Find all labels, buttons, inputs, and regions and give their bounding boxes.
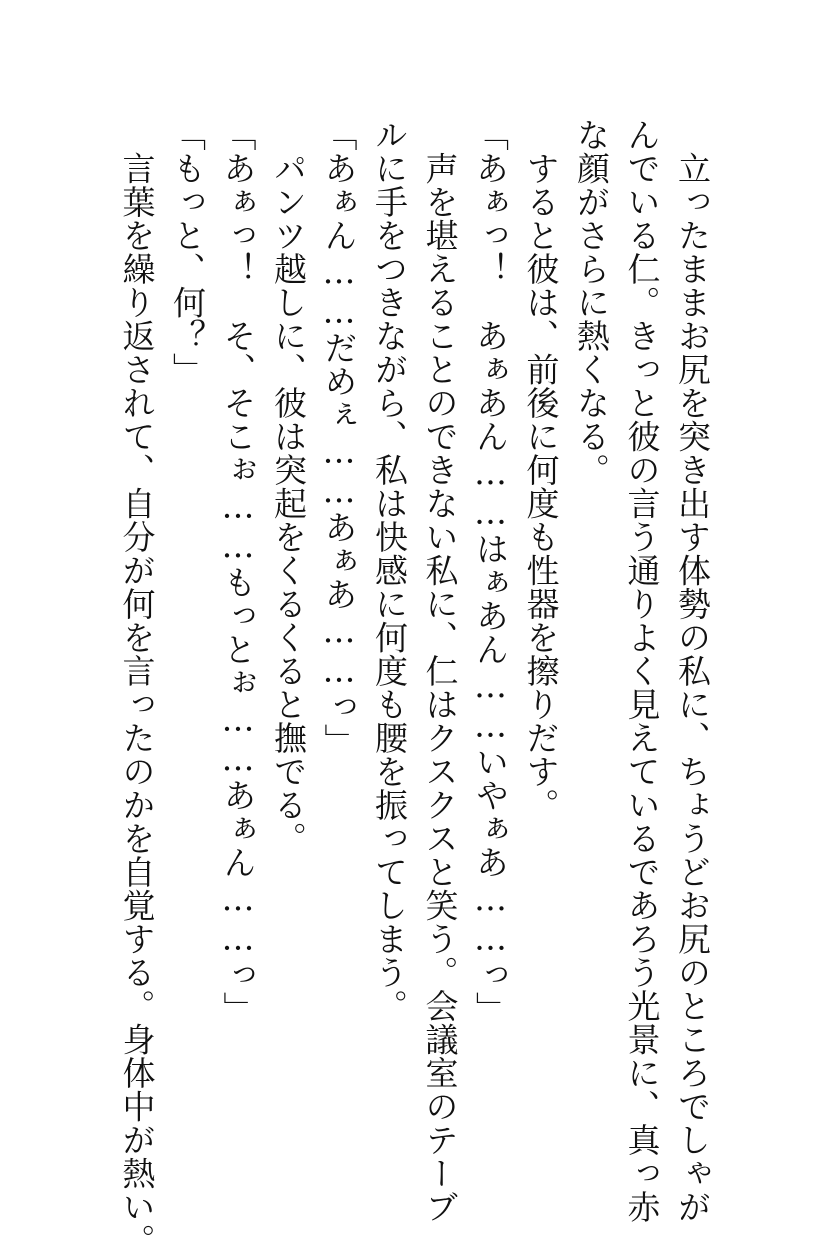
text-line: 立ったままお尻を突き出す体勢の私に、ちょうどお尻のところでしゃが xyxy=(673,118,712,1224)
text-line: 「あぁん……だめぇ……あぁあ……っ」 xyxy=(319,118,359,757)
text-line: んでいる仁。きっと彼の言う通りよく見えているであろう光景に、真っ赤 xyxy=(622,118,662,1224)
text-line: 「あぁっ！ あぁあん……はぁあん……いやぁあ……っ」 xyxy=(471,118,510,1025)
text-line: パンツ越しに、彼は突起をくるくると撫でる。 xyxy=(269,118,308,855)
text-line: 「あぁっ！ そ、そこぉ……もっとぉ……あぁん……っ」 xyxy=(218,118,258,1025)
text-line: 「もっと、何？」 xyxy=(168,118,207,386)
text-line: 声を堪えることのできない私に、仁はクスクスと笑う。会議室のテーブ xyxy=(420,118,460,1224)
text-line: ルに手をつきながら、私は快感に何度も腰を振ってしまう。 xyxy=(370,118,409,1023)
text-line: 言葉を繰り返されて、自分が何を言ったのかを自覚する。身体中が熱い。 xyxy=(117,118,157,1257)
text-line: すると彼は、前後に何度も性器を擦りだす。 xyxy=(521,118,561,822)
text-line: な顔がさらに熱くなる。 xyxy=(572,118,611,487)
vertical-text-body xyxy=(111,118,717,1257)
